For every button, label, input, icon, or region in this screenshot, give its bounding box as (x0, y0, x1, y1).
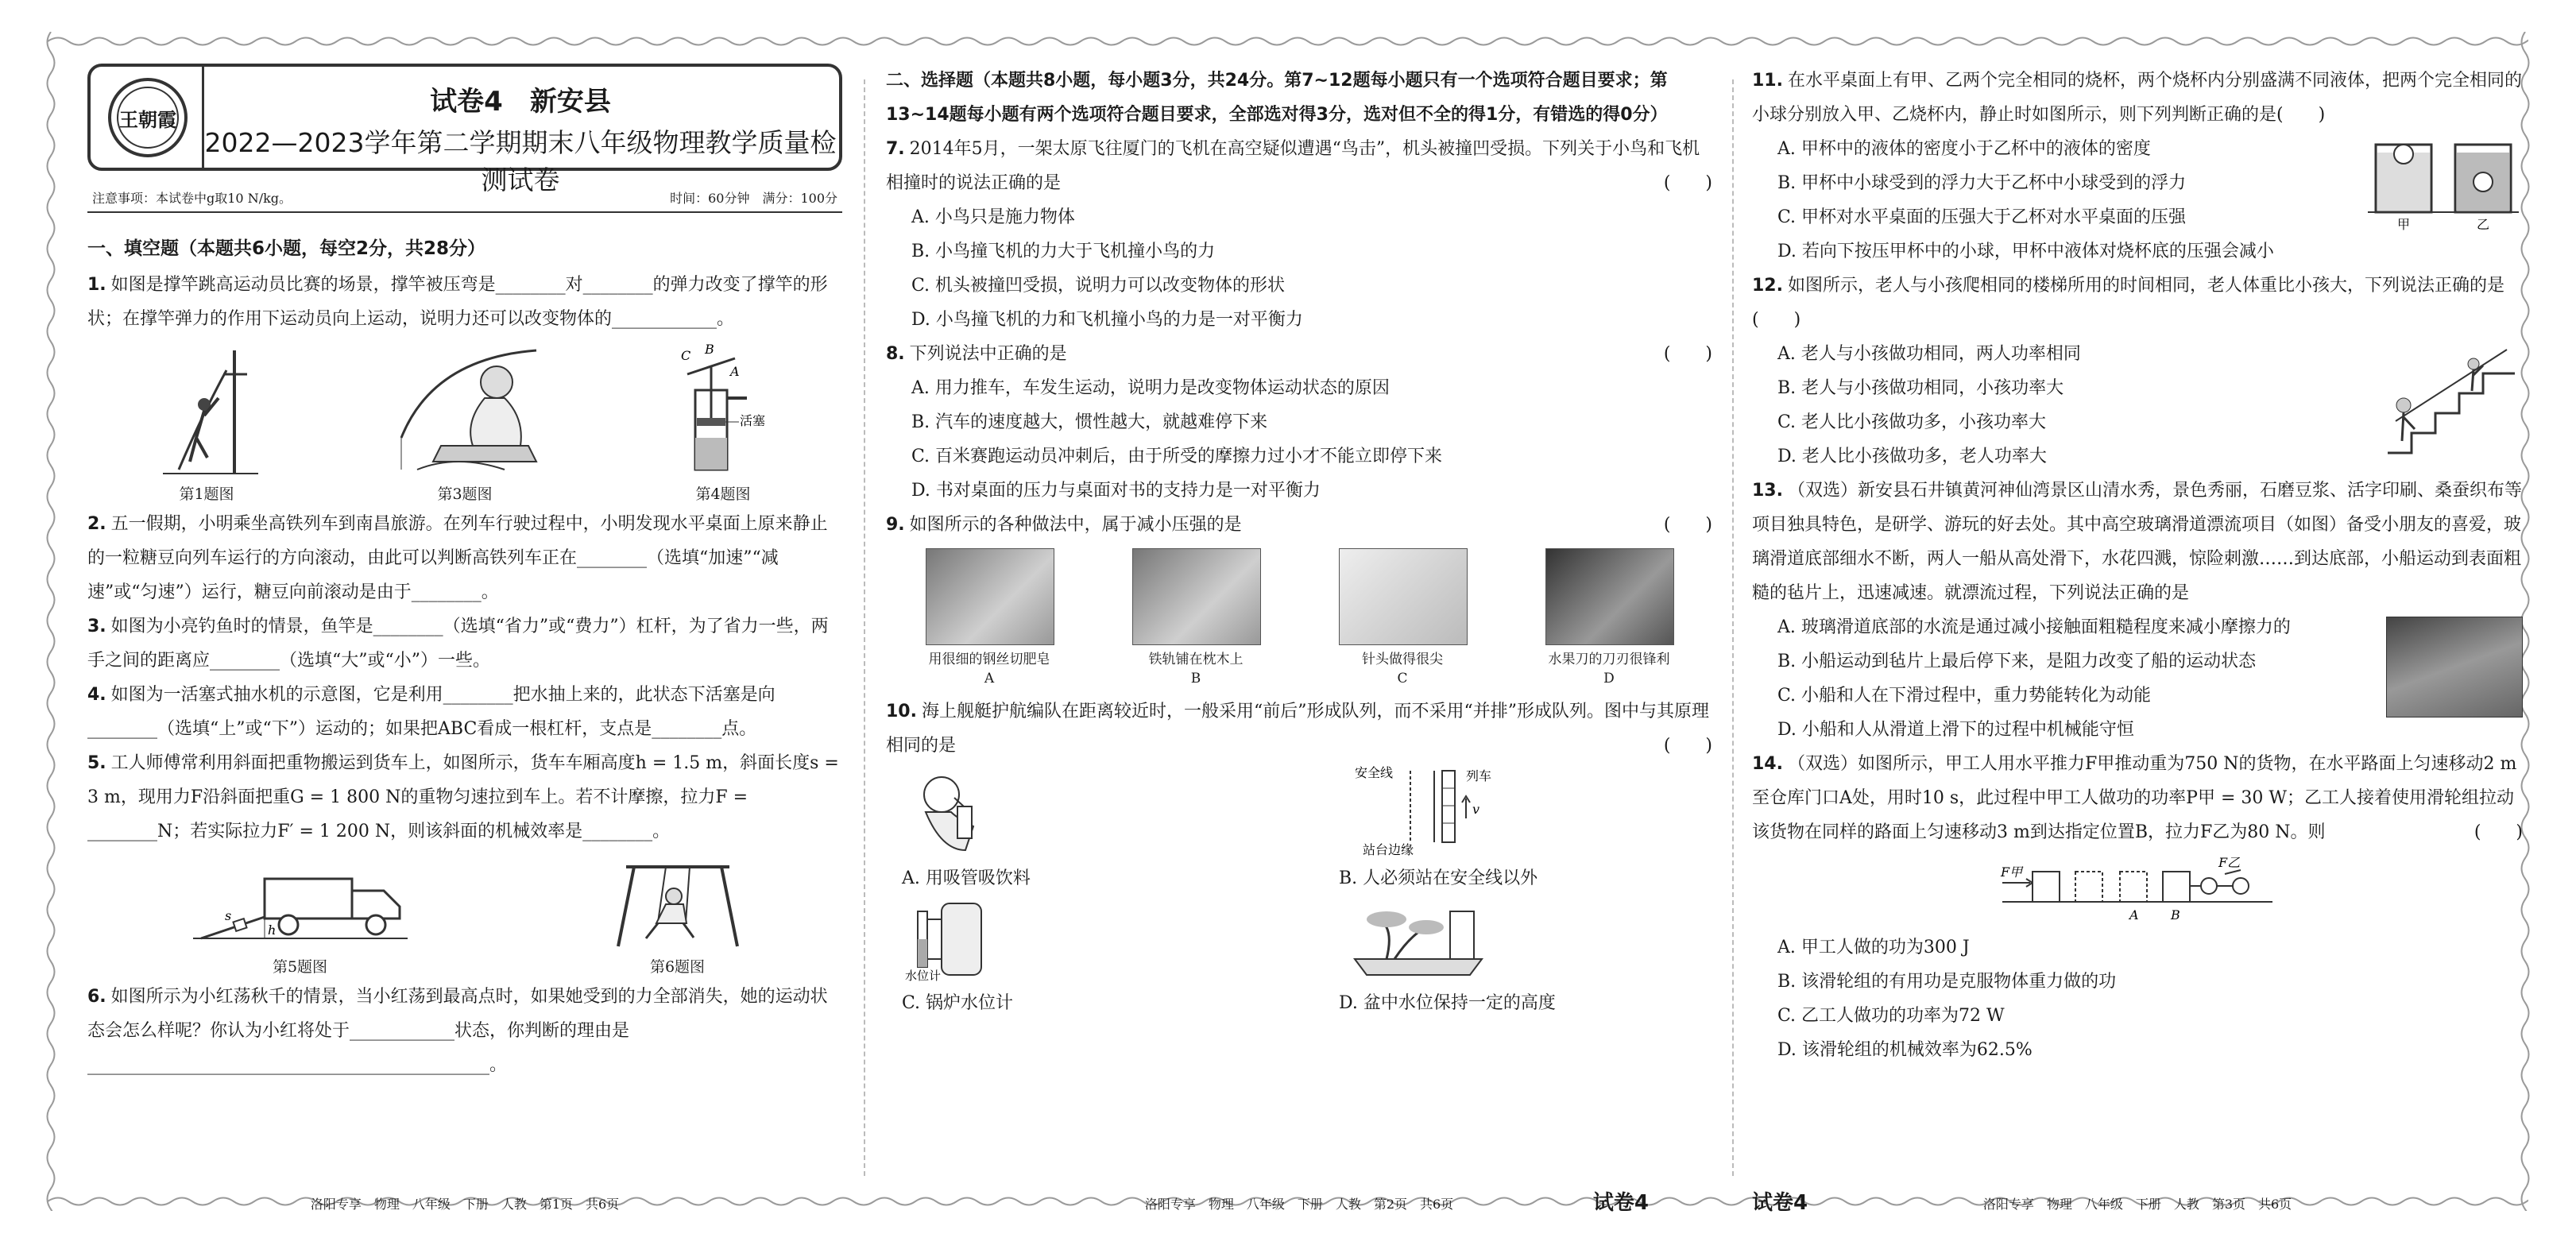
water-pump-illustration (663, 342, 783, 478)
figure-row-5-6 (87, 855, 842, 977)
answer-paren: ( ) (2474, 822, 2523, 842)
answer-paren: ( ) (1752, 310, 1801, 330)
paper-number-label: 试卷4 (1592, 1191, 1649, 1215)
boiler-gauge-illustration (902, 895, 997, 983)
section-title: 一、填空题（本题共6小题，每空2分，共28分） (87, 238, 486, 259)
label-a: A (730, 364, 740, 379)
question-number: 4. (87, 685, 106, 705)
label-h: h (267, 922, 276, 938)
question-11 (1752, 64, 2523, 269)
exam-header (87, 64, 842, 195)
photo-c (1339, 548, 1466, 688)
railway-sleepers-photo (1132, 548, 1261, 645)
decorative-border-left (41, 32, 60, 1211)
truck-ramp-illustration (185, 855, 416, 950)
question-text: 如图为一活塞式抽水机的示意图，它是利用________把水抽上来的，此状态下活塞是向________（选填“上”或“下”）运动的；如果把ABC看成一根杠杆，支点是________点。 (87, 685, 776, 739)
option-d: D. 若向下按压甲杯中的小球，甲杯中液体对烧杯底的压强会减小 (1777, 242, 2274, 261)
question-number: 13. (1752, 481, 1783, 501)
photo-b (1132, 548, 1259, 688)
fishing-illustration (385, 342, 544, 478)
question-number: 10. (886, 702, 917, 721)
option-a: A. 小鸟只是施力物体 (911, 207, 1075, 227)
label-f-jia: F甲 (2001, 864, 2023, 880)
option-a-figure (902, 763, 1259, 895)
answer-paren: ( ) (1663, 344, 1712, 364)
figure-caption: 第4题图 (695, 485, 751, 503)
option-b: B. 老人与小孩做功相同，小孩功率大 (1777, 378, 2064, 398)
syringe-needle-photo (1339, 548, 1468, 645)
exam-subtitle: 2022—2023学年第二学期期末八年级物理教学质量检测试卷 (204, 127, 837, 195)
question-number: 5. (87, 753, 106, 773)
stairs-figure (2380, 342, 2523, 461)
question-text: 在水平桌面上有甲、乙两个完全相同的烧杯，两个烧杯内分别盛满不同液体，把两个完全相同的小球分别放入甲、乙烧杯内，静止时如图所示，则下列判断正确的是 (1752, 71, 2522, 125)
figure-row-1-3-4 (87, 342, 842, 504)
photo-caption: 铁轨铺在枕木上 (1148, 652, 1244, 667)
label-platform-edge: 站台边缘 (1363, 842, 1414, 857)
label-train: 列车 (1466, 768, 1492, 783)
option-b: B. 小船运动到毡片上最后停下来，是阻力改变了船的运动状态 (1777, 652, 2257, 671)
question-10 (886, 694, 1712, 1020)
logo-text: 王朝霞 (117, 87, 179, 149)
option-b-figure (1339, 763, 1696, 895)
option-d: D. 老人比小孩做功多，老人功率大 (1777, 447, 2047, 466)
question-text: （双选）新安县石井镇黄河神仙湾景区山清水秀，景色秀丽，石磨豆浆、活字印刷、桑蚕织布等项目独具特色，是研学、游玩的好去处。其中高空玻璃滑道漂流项目（如图）备受小朋友的喜爱，玻璃滑道底部细水不断，两人一船从高处滑下，水花四溅，惊险刺激……到达底部，小船运动到表面粗糙的毡片上，迅速减速。就漂流过程，下列说法正确的是 (1752, 481, 2522, 603)
option-d: D. 小船和人从滑道上滑下的过程中机械能守恒 (1777, 720, 2134, 740)
exam-page-3 (1752, 64, 2523, 1215)
question-text: 如图所示的各种做法中，属于减小压强的是 (909, 515, 1242, 535)
question-number: 8. (886, 344, 905, 364)
figure-caption: 第6题图 (649, 958, 706, 976)
question-text: 如图所示，老人与小孩爬相同的楼梯所用的时间相同，老人体重比小孩大，下列说法正确的是 (1787, 276, 2504, 296)
question-text: 2014年5月，一架太原飞往厦门的飞机在高空疑似遭遇“鸟击”，机头被撞凹受损。下列关于小鸟和飞机相撞时的说法正确的是 (886, 139, 1700, 193)
question-13 (1752, 474, 2523, 747)
option-c: C. 乙工人做功的功率为72 W (1777, 1006, 2005, 1026)
option-b: B. 甲杯中小球受到的浮力大于乙杯中小球受到的浮力 (1777, 173, 2187, 193)
option-c: C. 老人比小孩做功多，小孩功率大 (1777, 412, 2047, 432)
option-c: C. 机头被撞凹受损，说明力可以改变物体的形状 (911, 276, 1286, 296)
option-a: A. 用力推车，车发生运动，说明力是改变物体运动状态的原因 (911, 378, 1390, 398)
option-c-figure (902, 895, 1259, 1020)
question-text: 工人师傅常利用斜面把重物搬运到货车上，如图所示，货车车厢高度h = 1.5 m，斜面长度s = 3 m，现用力F沿斜面把重G = 1 800 N的重物匀速拉到车上。若不计摩擦，拉力F = ________N；若实际拉力F′ = 1 200 N，则该斜面的机械效率是________。 (87, 753, 839, 841)
page-footer: 洛阳专享 物理 八年级 下册 人教 第3页 共6页 (1982, 1197, 2292, 1212)
photo-caption: 针头做得很尖 (1362, 652, 1443, 667)
option-a: A. 玻璃滑道底部的水流是通过减小接触面粗糙程度来减小摩擦力的 (1777, 617, 2291, 637)
exam-page-2 (886, 64, 1712, 1215)
figure-caption: 第5题图 (272, 958, 328, 976)
option-b: B. 小鸟撞飞机的力大于飞机撞小鸟的力 (911, 242, 1216, 261)
notice-text: 注意事项：本试卷中g取10 N/kg。 (92, 191, 292, 206)
question-6 (87, 980, 842, 1082)
photo-letter: D (1603, 671, 1615, 687)
option-d: D. 书对桌面的压力与桌面对书的支持力是一对平衡力 (911, 481, 1321, 501)
question-text: 五一假期，小明乘坐高铁列车到南昌旅游。在列车行驶过程中，小明发现水平桌面上原来静止的一粒糖豆向列车运行的方向滚动，由此可以判断高铁列车正在________（选填“加速”“减速”或“匀速”）运行，糖豆向前滚动是由于________。 (87, 514, 828, 602)
label-b: B (705, 342, 714, 357)
label-jia: 甲 (2397, 217, 2411, 232)
question-12 (1752, 269, 2523, 474)
page-separator (864, 79, 865, 1176)
exam-page-1 (87, 64, 842, 1212)
question-number: 11. (1752, 71, 1783, 91)
question-number: 2. (87, 514, 106, 534)
question-text: 下列说法中正确的是 (909, 344, 1067, 364)
pulley-diagram (1986, 854, 2288, 926)
straw-drinking-illustration (902, 763, 997, 858)
option-b: B. 该滑轮组的有用功是克服物体重力做的功 (1777, 972, 2117, 992)
question-1 (87, 268, 842, 336)
answer-paren: ( ) (1663, 736, 1712, 756)
paper-number-label: 试卷4 (1752, 1191, 1808, 1215)
question-5 (87, 746, 842, 849)
label-piston: 活塞 (740, 413, 766, 428)
question-number: 12. (1752, 276, 1783, 296)
section-title: 二、选择题（本题共8小题，每小题3分，共24分。第7~12题每小题只有一个选项符合题目要求；第13~14题每小题有两个选项符合题目要求，全部选对得3分，选对但不全的得1分，有错选的得0分） (886, 71, 1668, 125)
option-c: C. 锅炉水位计 (902, 993, 1014, 1013)
option-b: B. 汽车的速度越大，惯性越大，就越难停下来 (911, 412, 1268, 432)
question-3 (87, 609, 842, 678)
figure-caption: 第1题图 (179, 485, 234, 503)
option-a: A. 甲杯中的液体的密度小于乙杯中的液体的密度 (1777, 139, 2151, 159)
question-14 (1752, 747, 2523, 1067)
question-number: 3. (87, 617, 106, 636)
glass-slide-photo (2386, 617, 2523, 717)
figure-q4 (663, 342, 783, 504)
question-number: 7. (886, 139, 905, 159)
fruit-knife-photo (1545, 548, 1674, 645)
label-c: C (681, 348, 691, 363)
time-score: 时间：60分钟 满分：100分 (670, 191, 837, 206)
swing-illustration (610, 855, 745, 950)
exam-title: 试卷4 新安县 (430, 86, 611, 118)
page-separator (1732, 79, 1734, 1176)
option-d: D. 小鸟撞飞机的力和飞机撞小鸟的力是一对平衡力 (911, 310, 1303, 330)
question-9 (886, 508, 1712, 688)
publisher-logo (108, 78, 188, 157)
option-a: A. 用吸管吸饮料 (902, 868, 1031, 888)
figure-caption: 第3题图 (437, 485, 493, 503)
option-c: C. 小船和人在下滑过程中，重力势能转化为动能 (1777, 686, 2152, 706)
photo-caption: 水果刀的刀刃很锋利 (1548, 652, 1670, 667)
photo-letter: B (1190, 671, 1201, 687)
photo-letter: A (984, 671, 995, 687)
q9-pictures (886, 548, 1712, 688)
label-f-yi: F乙 (2218, 855, 2241, 870)
figure-q3 (385, 342, 544, 504)
question-text: 如图所示为小红荡秋千的情景，当小红荡到最高点时，如果她受到的力全部消失，她的运动状态会怎么样呢？你认为小红将处于____________状态，你判断的理由是______________________________________________。 (87, 987, 828, 1075)
question-number: 1. (87, 275, 106, 295)
question-text: 海上舰艇护航编队在距离较近时，一般采用“前后”形成队列，而不采用“并排”形成队列。图中与其原理相同的是 (886, 702, 1709, 756)
label-b: B (2171, 907, 2180, 922)
page-footer: 洛阳专享 物理 八年级 下册 人教 第2页 共6页 (1144, 1197, 1454, 1212)
answer-paren: ( ) (1663, 515, 1712, 535)
photo-d (1545, 548, 1673, 688)
bonsai-basin-illustration (1339, 895, 1498, 983)
answer-paren: ( ) (1663, 173, 1712, 193)
beakers-figure (2364, 137, 2523, 232)
decorative-border-top (48, 32, 2528, 51)
option-c: C. 甲杯对水平桌面的压强大于乙杯对水平桌面的压强 (1777, 207, 2187, 227)
wire-cutting-soap-photo (926, 548, 1054, 645)
option-d: D. 盆中水位保持一定的高度 (1339, 993, 1556, 1013)
label-s: s (224, 908, 231, 923)
label-gauge: 水位计 (905, 969, 942, 983)
question-number: 6. (87, 987, 106, 1007)
figure-q5 (185, 855, 416, 977)
question-2 (87, 507, 842, 609)
question-4 (87, 678, 842, 746)
photo-a (926, 548, 1053, 688)
option-a: A. 老人与小孩做功相同，两人功率相同 (1777, 344, 2081, 364)
pole-vault-illustration (147, 342, 266, 478)
figure-q6 (610, 855, 745, 977)
question-number: 14. (1752, 754, 1783, 774)
question-text: 如图为小亮钓鱼时的情景，鱼竿是________（选填“省力”或“费力”）杠杆，为了省力一些，两手之间的距离应________（选填“大”或“小”）一些。 (87, 617, 829, 671)
question-number: 9. (886, 515, 905, 535)
figure-q1 (147, 342, 266, 504)
option-b: B. 人必须站在安全线以外 (1339, 868, 1538, 888)
label-yi: 乙 (2477, 217, 2490, 232)
label-safety-line: 安全线 (1355, 765, 1394, 780)
label-a: A (2129, 907, 2139, 922)
page-footer: 洛阳专享 物理 八年级 下册 人教 第1页 共6页 (310, 1197, 620, 1212)
option-a: A. 甲工人做的功为300 J (1777, 938, 1970, 957)
photo-caption: 用很细的钢丝切肥皂 (928, 652, 1050, 667)
option-d: D. 该滑轮组的机械效率为62.5% (1777, 1040, 2033, 1060)
safety-line-illustration (1339, 763, 1530, 858)
option-d-figure (1339, 895, 1696, 1020)
question-8 (886, 337, 1712, 508)
option-c: C. 百米赛跑运动员冲刺后，由于所受的摩擦力过小才不能立即停下来 (911, 447, 1443, 466)
label-v: v (1472, 802, 1480, 817)
photo-letter: C (1397, 671, 1408, 687)
question-text: 如图是撑竿跳高运动员比赛的场景，撑竿被压弯是________对________的弹力改变了撑竿的形状；在撑竿弹力的作用下运动员向上运动，说明力还可以改变物体的____________。 (87, 275, 828, 329)
question-7 (886, 132, 1712, 337)
answer-paren: ( ) (2276, 105, 2326, 125)
question-text: （双选）如图所示，甲工人用水平推力F甲推动重为750 N的货物，在水平路面上匀速移动2 m至仓库门口A处，用时10 s，此过程中甲工人做功的功率P甲 = 30 W；乙工人接着使用滑轮组拉动该货物在同样的路面上匀速移动3 m到达指定位置B，拉力F乙为80 N。则 (1752, 754, 2517, 842)
